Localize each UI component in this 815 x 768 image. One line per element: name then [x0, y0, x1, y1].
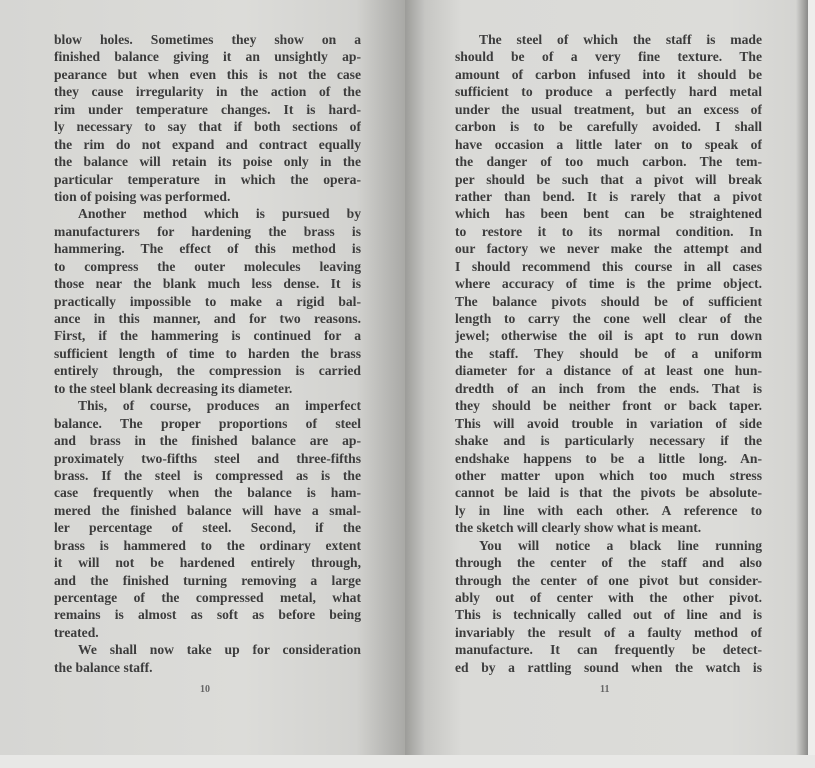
- text-line: particular temperature in which the opera-: [54, 171, 361, 187]
- text-line: those near the blank much less dense. It is: [54, 276, 361, 292]
- text-line: treated.: [54, 624, 99, 640]
- text-line: diameter for a distance of at least one hun-: [455, 363, 762, 379]
- text-line: under the usual treatment, but an excess of: [455, 101, 762, 117]
- text-line: other matter upon which too much stress: [455, 467, 762, 483]
- text-line: which has been bent can be straightened: [455, 206, 762, 222]
- left-page: [0, 0, 405, 755]
- paragraph: [54, 205, 361, 397]
- text-line: the danger of too much carbon. The tem-: [455, 154, 762, 170]
- text-line: endshake happens to be a little long. An-: [455, 450, 762, 466]
- text-line: through the center of the staff and also: [455, 555, 762, 571]
- page-bottom-edge: [0, 755, 815, 768]
- text-line: You will notice a black line running: [479, 537, 762, 553]
- text-line: have occasion a little later on to speak of: [455, 136, 762, 152]
- text-line: and brass in the finished balance are ap-: [54, 433, 361, 449]
- text-line: ler percentage of steel. Second, if the: [54, 520, 361, 536]
- paragraph: [54, 397, 361, 641]
- text-line: The balance pivots should be of sufficient: [455, 293, 762, 309]
- text-line: finished balance giving it an unsightly ap-: [54, 49, 361, 65]
- page-number: 11: [600, 684, 610, 695]
- text-line: and the finished turning removing a large: [54, 572, 361, 588]
- text-line: per should be such that a pivot will break: [455, 171, 762, 187]
- text-line: amount of carbon infused into it should be: [455, 66, 762, 82]
- text-line: ance in this manner, and for two reasons.: [54, 311, 361, 326]
- text-line: sufficient to produce a perfectly hard metal: [455, 84, 762, 100]
- text-line: I should recommend this course in all cases: [455, 258, 762, 274]
- text-line: tion of poising was performed.: [54, 188, 231, 204]
- text-line: This is technically called out of line and is: [455, 607, 762, 623]
- text-line: through the center of one pivot but consider-: [455, 572, 762, 588]
- text-line: ly necessary to say that if both sections of: [54, 119, 361, 135]
- text-line: The steel of which the staff is made: [479, 32, 762, 47]
- text-line: ed by a rattling sound when the watch is: [455, 659, 762, 675]
- text-line: This, of course, produces an imperfect: [78, 398, 361, 414]
- text-line: brass. If the steel is compressed as is the: [54, 467, 361, 483]
- text-line: manufacture. It can frequently be detect-: [455, 642, 762, 658]
- text-line: where accuracy of time is the prime object.: [455, 276, 762, 292]
- right-page: [405, 0, 808, 758]
- text-line: the sketch will clearly show what is meant.: [455, 520, 702, 536]
- text-line: case frequently when the balance is ham-: [54, 485, 361, 501]
- text-line: the staff. They should be of a uniform: [455, 345, 762, 361]
- text-line: they cause irregularity in the action of the: [54, 84, 361, 100]
- text-line: rather than bend. It is rarely that a pivot: [455, 188, 762, 204]
- text-line: invariably the result of a faulty method of: [455, 624, 762, 640]
- text-line: should be of a very fine texture. The: [455, 49, 762, 65]
- text-line: our factory we never make the attempt and: [455, 241, 762, 257]
- text-line: length to carry the cone well clear of the: [455, 311, 762, 326]
- left-page-text: [54, 31, 361, 676]
- paragraph: [455, 31, 762, 537]
- text-line: hammering. The effect of this method is: [54, 241, 361, 257]
- text-line: dredth of an inch from the ends. That is: [455, 380, 762, 396]
- text-line: the rim do not expand and contract equally: [54, 136, 361, 152]
- text-line: This will avoid trouble in variation of side: [455, 415, 762, 431]
- text-line: rim under temperature changes. It is hard-: [54, 101, 361, 117]
- text-line: remains is almost as soft as before being: [54, 607, 361, 623]
- text-line: jewel; otherwise the oil is apt to run down: [455, 328, 762, 344]
- right-page-text: [455, 31, 762, 676]
- text-line: practically impossible to make a rigid bal-: [54, 293, 361, 309]
- text-line: Another method which is pursued by: [78, 206, 361, 222]
- text-line: the balance staff.: [54, 659, 153, 675]
- paragraph: [54, 641, 361, 676]
- text-line: brass is hammered to the ordinary extent: [54, 537, 361, 553]
- text-line: they should be neither front or back taper.: [455, 398, 762, 414]
- text-line: mered the finished balance will have a smal-: [54, 502, 361, 518]
- text-line: entirely through, the compression is carried: [54, 363, 361, 379]
- text-line: We shall now take up for consideration: [78, 642, 361, 658]
- text-line: ly in line with each other. A reference to: [455, 502, 762, 518]
- text-line: the balance will retain its poise only in the: [54, 154, 361, 170]
- text-line: it will not be hardened entirely through,: [54, 555, 361, 571]
- text-line: blow holes. Sometimes they show on a: [54, 32, 361, 47]
- text-line: carbon is to be carefully avoided. I shall: [455, 119, 762, 135]
- text-line: to restore it to its normal condition. In: [455, 223, 762, 239]
- text-line: First, if the hammering is continued for a: [54, 328, 361, 344]
- text-line: cannot be laid is that the pivots be absolute-: [455, 485, 762, 501]
- paragraph: [54, 31, 361, 205]
- text-line: to compress the outer molecules leaving: [54, 258, 361, 274]
- text-line: sufficient length of time to harden the brass: [54, 345, 361, 361]
- text-line: pearance but when even this is not the case: [54, 66, 361, 82]
- page-number: 10: [200, 684, 210, 695]
- text-line: balance. The proper proportions of steel: [54, 415, 361, 431]
- text-line: to the steel blank decreasing its diameter.: [54, 380, 293, 396]
- text-line: proximately two-fifths steel and three-fifths: [54, 450, 361, 466]
- text-line: ably out of center with the other pivot.: [455, 590, 762, 605]
- text-line: percentage of the compressed metal, what: [54, 590, 361, 605]
- text-line: shake and is particularly necessary if the: [455, 433, 762, 449]
- paragraph: [455, 537, 762, 677]
- text-line: manufacturers for hardening the brass is: [54, 223, 361, 239]
